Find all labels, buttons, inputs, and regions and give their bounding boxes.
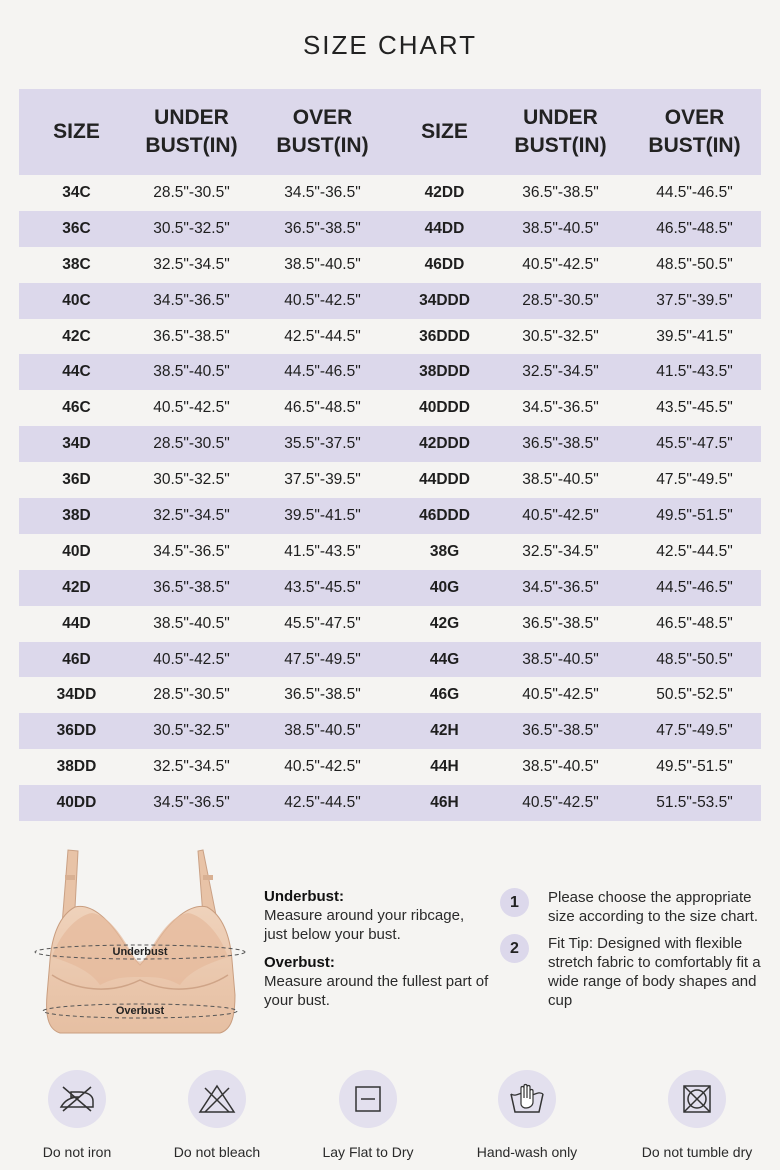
size-cell: 46H bbox=[396, 785, 493, 821]
over-bust-cell: 49.5"-51.5" bbox=[628, 749, 761, 785]
over-bust-cell: 44.5"-46.5" bbox=[628, 175, 761, 211]
size-cell: 42G bbox=[396, 606, 493, 642]
size-cell: 42C bbox=[19, 319, 134, 355]
care-instructions bbox=[0, 1070, 780, 1170]
table-row bbox=[19, 642, 761, 678]
header-size: SIZE bbox=[396, 89, 493, 175]
overbust-text: Measure around the fullest part of your bust. bbox=[264, 973, 489, 1009]
table-row bbox=[19, 319, 761, 355]
size-cell: 42D bbox=[19, 570, 134, 606]
over-bust-cell: 46.5"-48.5" bbox=[628, 211, 761, 247]
size-cell: 42H bbox=[396, 713, 493, 749]
under-bust-cell: 40.5"-42.5" bbox=[134, 390, 249, 426]
under-bust-cell: 30.5"-32.5" bbox=[134, 713, 249, 749]
header-over-bust: OVER BUST(IN) bbox=[628, 89, 761, 175]
care-item-no-tumble-dry bbox=[627, 1070, 767, 1160]
size-cell: 42DD bbox=[396, 175, 493, 211]
under-bust-cell: 32.5"-34.5" bbox=[134, 498, 249, 534]
size-cell: 40DDD bbox=[396, 390, 493, 426]
overbust-guide bbox=[264, 953, 489, 1010]
under-bust-cell: 38.5"-40.5" bbox=[493, 642, 628, 678]
under-bust-cell: 32.5"-34.5" bbox=[493, 354, 628, 390]
care-label: Hand-wash only bbox=[476, 1144, 578, 1160]
underbust-text: Measure around your ribcage, just below your bust. bbox=[264, 907, 465, 943]
under-bust-cell: 36.5"-38.5" bbox=[134, 319, 249, 355]
tip-item bbox=[500, 888, 770, 926]
tips-list bbox=[500, 888, 770, 1018]
size-cell: 38G bbox=[396, 534, 493, 570]
under-bust-cell: 34.5"-36.5" bbox=[134, 785, 249, 821]
size-cell: 46DD bbox=[396, 247, 493, 283]
size-cell: 40C bbox=[19, 283, 134, 319]
no-tumble-dry-icon bbox=[668, 1070, 726, 1128]
size-cell: 36D bbox=[19, 462, 134, 498]
bra-illustration bbox=[30, 845, 250, 1040]
table-row bbox=[19, 462, 761, 498]
over-bust-cell: 50.5"-52.5" bbox=[628, 677, 761, 713]
over-bust-cell: 36.5"-38.5" bbox=[249, 211, 396, 247]
size-cell: 38DDD bbox=[396, 354, 493, 390]
underbust-guide bbox=[264, 887, 489, 944]
table-row bbox=[19, 426, 761, 462]
under-bust-cell: 30.5"-32.5" bbox=[134, 462, 249, 498]
over-bust-cell: 42.5"-44.5" bbox=[249, 319, 396, 355]
over-bust-cell: 43.5"-45.5" bbox=[628, 390, 761, 426]
under-bust-cell: 32.5"-34.5" bbox=[134, 749, 249, 785]
over-bust-cell: 45.5"-47.5" bbox=[628, 426, 761, 462]
size-cell: 40D bbox=[19, 534, 134, 570]
size-cell: 46C bbox=[19, 390, 134, 426]
header-size: SIZE bbox=[19, 89, 134, 175]
over-bust-cell: 39.5"-41.5" bbox=[628, 319, 761, 355]
size-cell: 38C bbox=[19, 247, 134, 283]
under-bust-cell: 40.5"-42.5" bbox=[493, 247, 628, 283]
tip-text: Fit Tip: Designed with flexible stretch fabric to comfortably fit a wide range of body shapes and cup bbox=[548, 935, 761, 1009]
care-label: Do not bleach bbox=[173, 1144, 261, 1160]
lay-flat-dry-icon bbox=[339, 1070, 397, 1128]
table-row bbox=[19, 390, 761, 426]
over-bust-cell: 42.5"-44.5" bbox=[249, 785, 396, 821]
table-row bbox=[19, 283, 761, 319]
table-row bbox=[19, 247, 761, 283]
table-row bbox=[19, 713, 761, 749]
size-chart-table bbox=[19, 89, 761, 821]
size-cell: 46DDD bbox=[396, 498, 493, 534]
size-cell: 34C bbox=[19, 175, 134, 211]
tip-number-badge: 1 bbox=[500, 888, 529, 917]
over-bust-cell: 38.5"-40.5" bbox=[249, 247, 396, 283]
care-item-no-bleach bbox=[147, 1070, 287, 1160]
measurement-guide bbox=[264, 887, 489, 1019]
over-bust-cell: 41.5"-43.5" bbox=[628, 354, 761, 390]
under-bust-cell: 34.5"-36.5" bbox=[493, 390, 628, 426]
underbust-figure-label: Underbust bbox=[112, 946, 168, 958]
table-row bbox=[19, 354, 761, 390]
size-cell: 42DDD bbox=[396, 426, 493, 462]
under-bust-cell: 38.5"-40.5" bbox=[134, 354, 249, 390]
under-bust-cell: 32.5"-34.5" bbox=[134, 247, 249, 283]
under-bust-cell: 36.5"-38.5" bbox=[493, 606, 628, 642]
size-cell: 44D bbox=[19, 606, 134, 642]
table-row bbox=[19, 498, 761, 534]
over-bust-cell: 51.5"-53.5" bbox=[628, 785, 761, 821]
over-bust-cell: 38.5"-40.5" bbox=[249, 713, 396, 749]
under-bust-cell: 40.5"-42.5" bbox=[493, 677, 628, 713]
over-bust-cell: 47.5"-49.5" bbox=[249, 642, 396, 678]
size-cell: 36DDD bbox=[396, 319, 493, 355]
care-item-no-iron bbox=[7, 1070, 147, 1160]
under-bust-cell: 34.5"-36.5" bbox=[134, 283, 249, 319]
size-cell: 46D bbox=[19, 642, 134, 678]
size-cell: 38D bbox=[19, 498, 134, 534]
header-over-bust: OVER BUST(IN) bbox=[249, 89, 396, 175]
care-item-hand-wash bbox=[457, 1070, 597, 1160]
over-bust-cell: 48.5"-50.5" bbox=[628, 642, 761, 678]
under-bust-cell: 38.5"-40.5" bbox=[493, 749, 628, 785]
table-row bbox=[19, 175, 761, 211]
under-bust-cell: 38.5"-40.5" bbox=[134, 606, 249, 642]
care-item-lay-flat bbox=[298, 1070, 438, 1160]
size-cell: 36C bbox=[19, 211, 134, 247]
tip-text: Please choose the appropriate size according to the size chart. bbox=[548, 889, 759, 925]
table-row bbox=[19, 534, 761, 570]
care-label: Do not tumble dry bbox=[641, 1144, 753, 1160]
over-bust-cell: 42.5"-44.5" bbox=[628, 534, 761, 570]
size-cell: 44G bbox=[396, 642, 493, 678]
over-bust-cell: 40.5"-42.5" bbox=[249, 283, 396, 319]
size-cell: 44DD bbox=[396, 211, 493, 247]
over-bust-cell: 37.5"-39.5" bbox=[249, 462, 396, 498]
size-cell: 44C bbox=[19, 354, 134, 390]
page-title: SIZE CHART bbox=[302, 30, 478, 60]
table-row bbox=[19, 570, 761, 606]
tip-number-badge: 2 bbox=[500, 934, 529, 963]
under-bust-cell: 38.5"-40.5" bbox=[493, 462, 628, 498]
under-bust-cell: 30.5"-32.5" bbox=[493, 319, 628, 355]
table-row bbox=[19, 677, 761, 713]
over-bust-cell: 40.5"-42.5" bbox=[249, 749, 396, 785]
over-bust-cell: 44.5"-46.5" bbox=[628, 570, 761, 606]
tip-item bbox=[500, 934, 770, 1010]
under-bust-cell: 28.5"-30.5" bbox=[134, 426, 249, 462]
size-cell: 34D bbox=[19, 426, 134, 462]
overbust-figure-label: Overbust bbox=[115, 1005, 165, 1017]
size-cell: 40G bbox=[396, 570, 493, 606]
size-cell: 36DD bbox=[19, 713, 134, 749]
table-row bbox=[19, 606, 761, 642]
no-iron-icon bbox=[48, 1070, 106, 1128]
table-row bbox=[19, 749, 761, 785]
over-bust-cell: 46.5"-48.5" bbox=[628, 606, 761, 642]
size-cell: 44H bbox=[396, 749, 493, 785]
size-cell: 46G bbox=[396, 677, 493, 713]
over-bust-cell: 39.5"-41.5" bbox=[249, 498, 396, 534]
over-bust-cell: 44.5"-46.5" bbox=[249, 354, 396, 390]
hand-wash-icon bbox=[498, 1070, 556, 1128]
size-cell: 44DDD bbox=[396, 462, 493, 498]
under-bust-cell: 30.5"-32.5" bbox=[134, 211, 249, 247]
care-label: Lay Flat to Dry bbox=[322, 1144, 414, 1160]
table-row bbox=[19, 211, 761, 247]
over-bust-cell: 35.5"-37.5" bbox=[249, 426, 396, 462]
header-under-bust: UNDER BUST(IN) bbox=[493, 89, 628, 175]
under-bust-cell: 34.5"-36.5" bbox=[493, 570, 628, 606]
under-bust-cell: 36.5"-38.5" bbox=[134, 570, 249, 606]
under-bust-cell: 32.5"-34.5" bbox=[493, 534, 628, 570]
size-cell: 40DD bbox=[19, 785, 134, 821]
under-bust-cell: 36.5"-38.5" bbox=[493, 713, 628, 749]
over-bust-cell: 47.5"-49.5" bbox=[628, 713, 761, 749]
under-bust-cell: 40.5"-42.5" bbox=[493, 785, 628, 821]
table-row bbox=[19, 785, 761, 821]
over-bust-cell: 37.5"-39.5" bbox=[628, 283, 761, 319]
under-bust-cell: 36.5"-38.5" bbox=[493, 175, 628, 211]
overbust-heading: Overbust: bbox=[264, 954, 335, 971]
under-bust-cell: 34.5"-36.5" bbox=[134, 534, 249, 570]
over-bust-cell: 47.5"-49.5" bbox=[628, 462, 761, 498]
size-cell: 34DD bbox=[19, 677, 134, 713]
under-bust-cell: 28.5"-30.5" bbox=[493, 283, 628, 319]
under-bust-cell: 36.5"-38.5" bbox=[493, 426, 628, 462]
size-cell: 38DD bbox=[19, 749, 134, 785]
under-bust-cell: 38.5"-40.5" bbox=[493, 211, 628, 247]
header-under-bust: UNDER BUST(IN) bbox=[134, 89, 249, 175]
over-bust-cell: 48.5"-50.5" bbox=[628, 247, 761, 283]
under-bust-cell: 28.5"-30.5" bbox=[134, 677, 249, 713]
underbust-heading: Underbust: bbox=[264, 888, 344, 905]
over-bust-cell: 41.5"-43.5" bbox=[249, 534, 396, 570]
no-bleach-icon bbox=[188, 1070, 246, 1128]
over-bust-cell: 34.5"-36.5" bbox=[249, 175, 396, 211]
size-cell: 34DDD bbox=[396, 283, 493, 319]
under-bust-cell: 40.5"-42.5" bbox=[134, 642, 249, 678]
over-bust-cell: 36.5"-38.5" bbox=[249, 677, 396, 713]
over-bust-cell: 45.5"-47.5" bbox=[249, 606, 396, 642]
care-label: Do not iron bbox=[42, 1144, 112, 1160]
table-header-row bbox=[19, 89, 761, 175]
under-bust-cell: 28.5"-30.5" bbox=[134, 175, 249, 211]
over-bust-cell: 49.5"-51.5" bbox=[628, 498, 761, 534]
over-bust-cell: 43.5"-45.5" bbox=[249, 570, 396, 606]
under-bust-cell: 40.5"-42.5" bbox=[493, 498, 628, 534]
over-bust-cell: 46.5"-48.5" bbox=[249, 390, 396, 426]
